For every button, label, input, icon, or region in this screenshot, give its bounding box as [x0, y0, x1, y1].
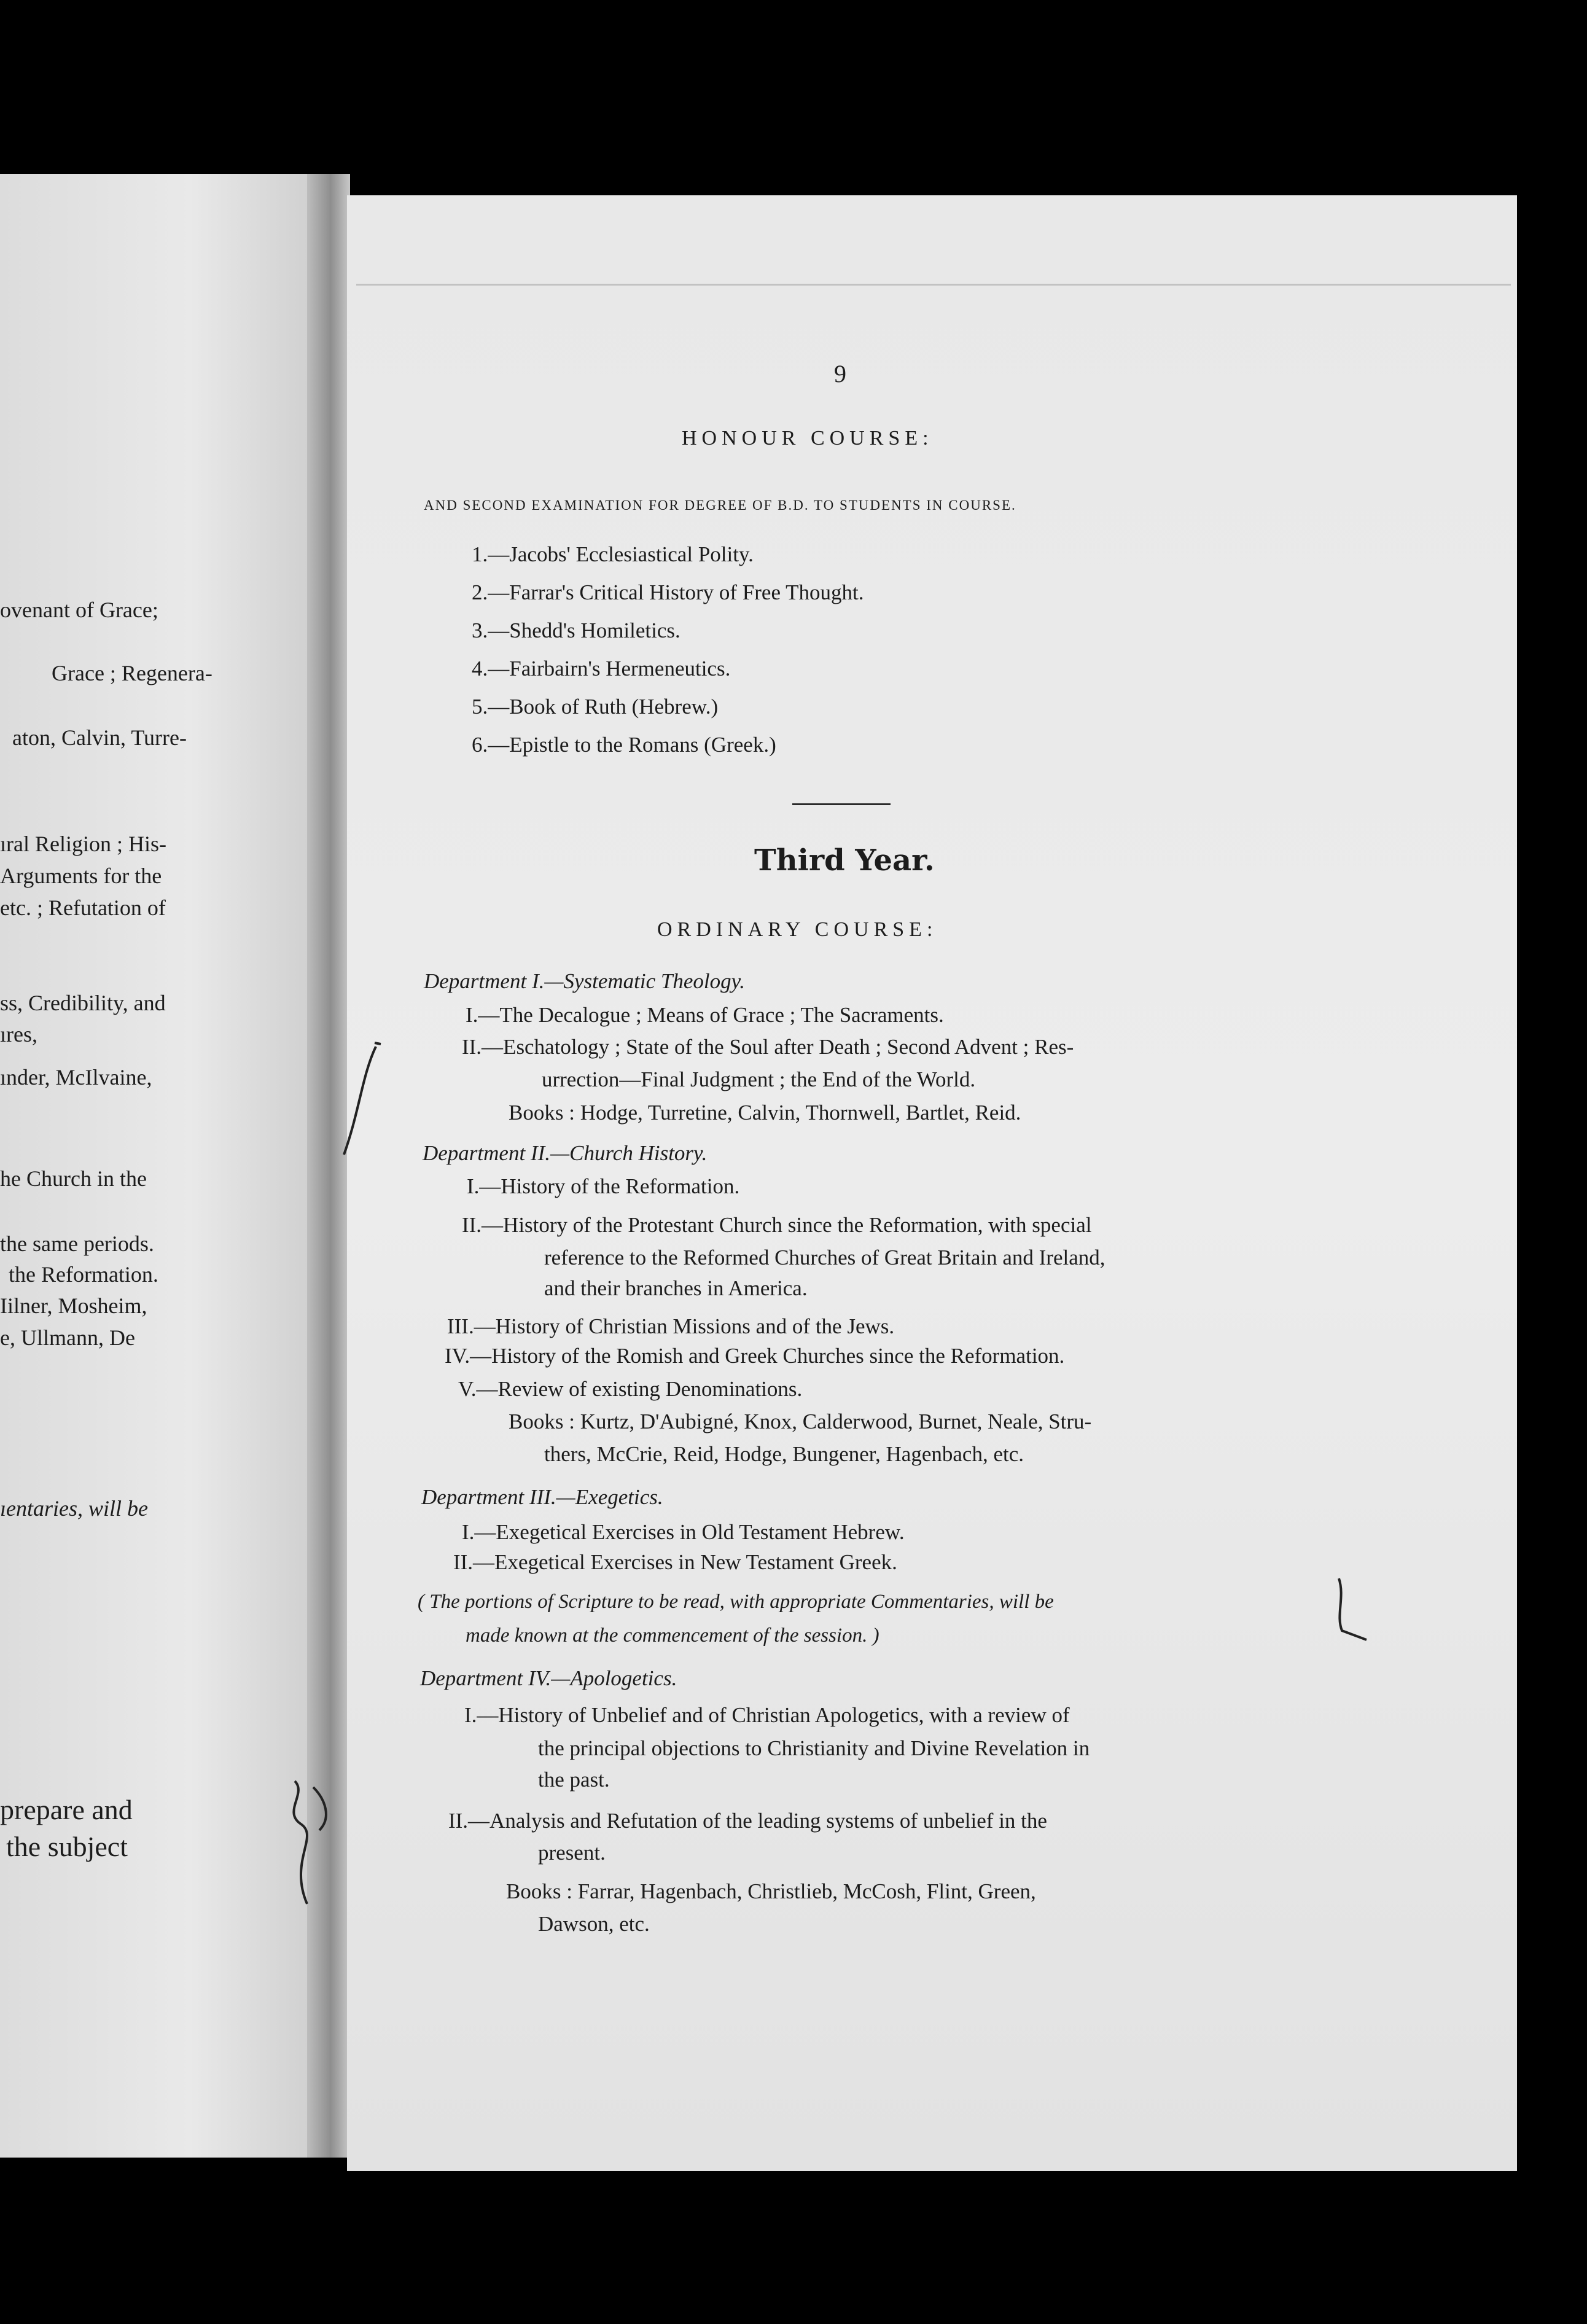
- department-title: Department IV.—Apologetics.: [420, 1666, 677, 1690]
- honour-course-subheading: AND SECOND EXAMINATION FOR DEGREE OF B.D. TO STUDENTS IN COURSE.: [424, 497, 1016, 513]
- list-item: 5.—Book of Ruth (Hebrew.): [472, 695, 719, 719]
- left-line: the same periods.: [0, 1231, 154, 1256]
- list-item: 3.—Shedd's Homiletics.: [472, 618, 680, 642]
- department-title: Department III.—Exegetics.: [421, 1485, 663, 1509]
- books-list: Books : Farrar, Hagenbach, Christlieb, McCosh, Flint, Green,: [506, 1879, 1036, 1903]
- books-list: Books : Kurtz, D'Aubigné, Knox, Calderwood, Burnet, Neale, Stru-: [509, 1410, 1092, 1433]
- left-line: e, Ullmann, De: [0, 1325, 135, 1350]
- course-item: I.—History of Unbelief and of Christian Apologetics, with a review of: [464, 1703, 1070, 1727]
- list-item: 6.—Epistle to the Romans (Greek.): [472, 733, 776, 757]
- left-line: he Church in the: [0, 1166, 147, 1191]
- course-item-cont: and their branches in America.: [544, 1276, 808, 1300]
- course-item: III.—History of Christian Missions and of the Jews.: [447, 1314, 895, 1338]
- left-line: etc. ; Refutation of: [0, 895, 166, 920]
- ordinary-course-heading: ORDINARY COURSE:: [657, 918, 938, 941]
- page-fold-line: [356, 284, 1511, 286]
- left-line: prepare and: [0, 1794, 133, 1825]
- list-item: 4.—Fairbairn's Hermeneutics.: [472, 657, 731, 680]
- note-cont: made known at the commencement of the session. ): [466, 1624, 879, 1647]
- books-list-cont: thers, McCrie, Reid, Hodge, Bungener, Hagenbach, etc.: [544, 1442, 1024, 1466]
- honour-course-heading: HONOUR COURSE:: [682, 427, 934, 450]
- left-line: aton, Calvin, Turre-: [12, 725, 187, 750]
- left-line: ovenant of Grace;: [0, 598, 158, 622]
- left-line: ınder, McIlvaine,: [0, 1065, 152, 1090]
- course-item-cont: the past.: [538, 1768, 610, 1792]
- left-line: the Reformation.: [9, 1262, 158, 1287]
- course-item-cont: present.: [538, 1841, 606, 1865]
- list-item: 2.—Farrar's Critical History of Free Thought.: [472, 580, 864, 604]
- left-line: ss, Credibility, and: [0, 991, 166, 1015]
- course-item: V.—Review of existing Denominations.: [458, 1377, 803, 1401]
- books-list-cont: Dawson, etc.: [538, 1912, 650, 1936]
- handwritten-bracket-mark: [338, 1038, 387, 1161]
- course-item: II.—Eschatology ; State of the Soul after Death ; Second Advent ; Res-: [462, 1035, 1074, 1059]
- left-line: ıentaries, will be: [0, 1496, 148, 1521]
- left-line: Grace ; Regenera-: [52, 661, 213, 685]
- course-item-cont: reference to the Reformed Churches of Great Britain and Ireland,: [544, 1246, 1105, 1269]
- third-year-title: Third Year.: [754, 843, 935, 878]
- course-item: I.—Exegetical Exercises in Old Testament Hebrew.: [462, 1520, 905, 1544]
- course-item: I.—The Decalogue ; Means of Grace ; The Sacraments.: [466, 1003, 944, 1027]
- list-item: 1.—Jacobs' Ecclesiastical Polity.: [472, 542, 754, 566]
- section-divider: [792, 803, 891, 805]
- course-item: II.—Exegetical Exercises in New Testament Greek.: [453, 1550, 897, 1574]
- left-line: the subject: [6, 1831, 128, 1862]
- note: ( The portions of Scripture to be read, with appropriate Commentaries, will be: [418, 1591, 1054, 1613]
- books-list: Books : Hodge, Turretine, Calvin, Thornwell, Bartlet, Reid.: [509, 1101, 1021, 1125]
- department-title: Department I.—Systematic Theology.: [424, 969, 745, 993]
- page-number: 9: [834, 360, 846, 388]
- course-item: IV.—History of the Romish and Greek Churches since the Reformation.: [445, 1344, 1065, 1368]
- left-line: Iilner, Mosheim,: [0, 1293, 147, 1318]
- handwritten-hook-mark: [1327, 1572, 1376, 1646]
- handwritten-scribble-mark: [270, 1775, 344, 1910]
- left-line: Arguments for the: [0, 864, 162, 888]
- course-item-cont: urrection—Final Judgment ; the End of the World.: [542, 1067, 976, 1091]
- department-title: Department II.—Church History.: [423, 1141, 708, 1165]
- left-line: ıral Religion ; His-: [0, 832, 166, 856]
- course-item: II.—History of the Protestant Church since the Reformation, with special: [462, 1213, 1092, 1237]
- course-item-cont: the principal objections to Christianity and Divine Revelation in: [538, 1736, 1090, 1760]
- course-item: I.—History of the Reformation.: [467, 1174, 740, 1198]
- course-item: II.—Analysis and Refutation of the leading systems of unbelief in the: [448, 1809, 1047, 1833]
- left-line: ıres,: [0, 1022, 37, 1047]
